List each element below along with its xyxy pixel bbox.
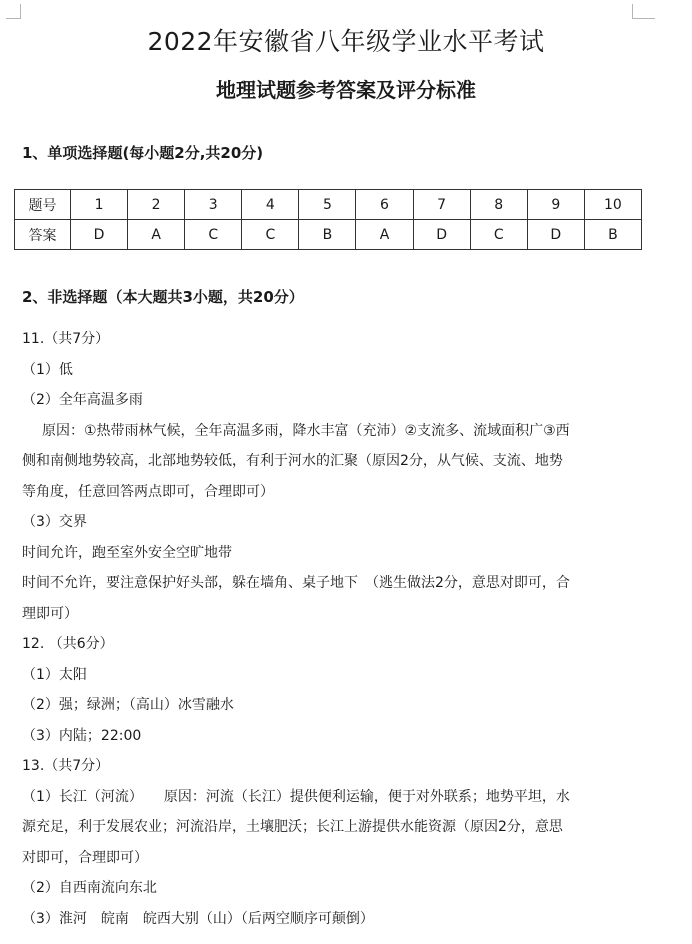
q12-part1: （1）太阳 (22, 666, 87, 683)
q11-reason-line: 侧和南侧地势较高，北部地势较低，有利于河水的汇聚（原因2分，从气候、支流、地势 (22, 453, 563, 469)
q11-part2: （2）全年高温多雨 (22, 392, 143, 408)
q11-escape-line: 时间不允许，要注意保护好头部，躲在墙角、桌子地下 （逃生做法2分，意思对即可，合 (22, 575, 570, 591)
answer-body (22, 324, 647, 934)
q11-heading: 11.（共7分） (22, 331, 110, 347)
answer-cell: D (71, 220, 128, 250)
q13-part1-line: 源充足，利于发展农业；河流沿岸，土壤肥沃；长江上游提供水能资源（原因2分，意思 (22, 819, 563, 835)
question-number-row (15, 190, 642, 220)
crop-mark-top-right (632, 4, 655, 19)
q11-reason-line: 原因：①热带雨林气候，全年高温多雨，降水丰富（充沛）②支流多、流域面积广③西 (42, 422, 570, 439)
q11-escape-line: 时间允许，跑至室外安全空旷地带 (22, 544, 232, 561)
answer-cell: D (527, 220, 584, 250)
document-subtitle: 地理试题参考答案及评分标准 (216, 78, 476, 102)
answer-row (15, 220, 642, 250)
question-number-cell: 5 (299, 190, 356, 220)
document-title: 2022年安徽省八年级学业水平考试 (147, 27, 545, 56)
q13-part1: （1）长江（河流） 原因：河流（长江）提供便利运输，便于对外联系；地势平坦，水 (22, 788, 570, 805)
q12-part2: （2）强；绿洲；（高山）冰雪融水 (22, 697, 234, 713)
q13-part1-line: 对即可，合理即可） (22, 849, 148, 866)
question-number-cell: 6 (356, 190, 413, 220)
answer-cell: B (299, 220, 356, 250)
answer-cell: A (128, 220, 185, 250)
q11-part3: （3）交界 (22, 514, 87, 530)
question-number-cell: 1 (71, 190, 128, 220)
q11-reason-line: 等角度，任意回答两点即可，合理即可） (22, 483, 274, 500)
row-label-answer: 答案 (15, 220, 71, 250)
question-number-cell: 7 (413, 190, 470, 220)
q12-part3: （3）内陆；22:00 (22, 727, 142, 744)
q13-part2: （2）自西南流向东北 (22, 880, 157, 896)
q12-heading: 12. （共6分） (22, 636, 114, 652)
answer-cell: A (356, 220, 413, 250)
q13-part3: （3）淮河 皖南 皖西大别（山）（后两空顺序可颠倒） (22, 910, 374, 927)
crop-mark-top-left (6, 4, 21, 19)
answer-table (14, 189, 642, 250)
answer-cell: D (413, 220, 470, 250)
question-number-cell: 3 (185, 190, 242, 220)
question-number-cell: 4 (242, 190, 299, 220)
q11-escape-line: 理即可） (22, 605, 78, 622)
q13-heading: 13.（共7分） (22, 758, 110, 774)
answer-cell: C (185, 220, 242, 250)
row-label-question: 题号 (15, 190, 71, 220)
question-number-cell: 8 (470, 190, 527, 220)
answer-cell: C (470, 220, 527, 250)
question-number-cell: 10 (584, 190, 641, 220)
answer-cell: B (584, 220, 641, 250)
q11-part1: （1）低 (22, 361, 73, 378)
question-number-cell: 2 (128, 190, 185, 220)
answer-cell: C (242, 220, 299, 250)
section1-heading: 1、单项选择题(每小题2分,共20分) (22, 144, 264, 162)
section2-heading: 2、非选择题（本大题共3小题，共20分） (22, 288, 304, 306)
question-number-cell: 9 (527, 190, 584, 220)
